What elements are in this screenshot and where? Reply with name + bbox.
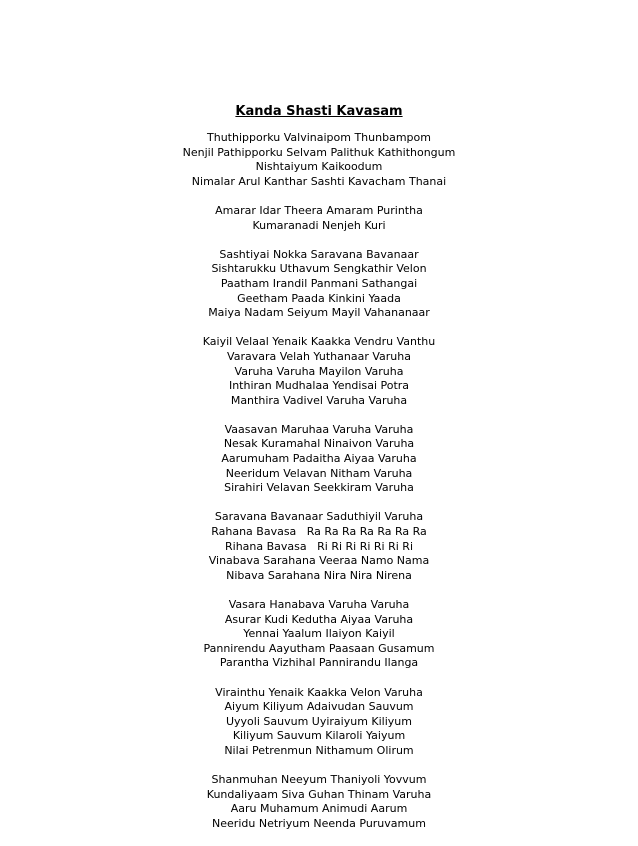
verse-line: Vaasavan Maruhaa Varuha Varuha [224,422,414,436]
stanza [0,773,638,831]
verse-line: Parantha Vizhihal Pannirandu Ilanga [219,656,419,670]
verse-line: Kaiyil Velaal Yenaik Kaakka Vendru Vanthu [202,335,436,349]
stanza [0,598,638,671]
verse-line: Neeridum Velavan Nitham Varuha [225,466,413,480]
verse-line: Yennai Yaalum Ilaiyon Kaiyil [243,627,395,641]
verse-line: Nilai Petrenmun Nithamum Olirum [224,743,414,757]
stanza [0,131,638,189]
stanza [0,686,638,759]
verse-line: Nishtaiyum Kaikoodum [255,160,383,174]
verse-line: Amarar Idar Theera Amaram Purintha [215,203,423,217]
verse-line: Kiliyum Sauvum Kilaroli Yaiyum [232,729,406,743]
verse-line: Nesak Kuramahal Ninaivon Varuha [223,437,415,451]
verse-line: Vinabava Sarahana Veeraa Namo Nama [208,554,430,568]
verse-line: Aarumuham Padaitha Aiyaa Varuha [221,452,417,466]
verse-line: Paatham Irandil Panmani Sathangai [220,276,418,290]
verse-line: Shanmuhan Neeyum Thaniyoli Yovvum [211,773,427,787]
document-body [0,131,638,846]
verse-line: Thuthipporku Valvinaipom Thunbampom [207,131,431,144]
verse-line: Virainthu Yenaik Kaakka Velon Varuha [215,685,423,699]
verse-line: Uyyoli Sauvum Uyiraiyum Kiliyum [225,714,412,728]
verse-line: Varuha Varuha Mayilon Varuha [234,364,404,378]
verse-line: Nimalar Arul Kanthar Sashti Kavacham Thanai [191,174,447,188]
verse-line: Kundaliyaam Siva Guhan Thinam Varuha [206,787,432,801]
verse-line: Saravana Bavanaar Saduthiyil Varuha [214,510,424,524]
verse-line: Inthiran Mudhalaa Yendisai Potra [228,379,410,393]
stanza [0,423,638,496]
verse-line: Manthira Vadivel Varuha Varuha [230,393,408,407]
verse-line: Maiya Nadam Seiyum Mayil Vahananaar [208,306,430,320]
verse-line: Nibava Sarahana Nira Nira Nirena [226,568,412,582]
verse-line: Kumaranadi Nenjeh Kuri [252,218,386,232]
stanza [0,248,638,321]
verse-line: Nenjil Pathipporku Selvam Palithuk Kathithongum [182,145,456,159]
verse-line: Sirahiri Velavan Seekkiram Varuha [224,481,414,495]
verse-line: Aaru Muhamum Animudi Aarum [230,802,408,816]
verse-line: Rahana Bavasa Ra Ra Ra Ra Ra Ra Ra [211,525,427,539]
verse-line: Pannirendu Aayutham Paasaan Gusamum [203,641,435,655]
verse-line: Sashtiyai Nokka Saravana Bavanaar [219,247,419,261]
verse-line: Aiyum Kiliyum Adaivudan Sauvum [224,700,414,714]
verse-line: Sishtarukku Uthavum Sengkathir Velon [211,262,427,276]
stanza [0,204,638,233]
verse-line: Varavara Velah Yuthanaar Varuha [227,349,411,363]
stanza [0,335,638,408]
verse-line: Neeridu Netriyum Neenda Puruvamum [212,816,426,830]
verse-line: Geetham Paada Kinkini Yaada [237,291,401,305]
stanza [0,510,638,583]
verse-line: Vasara Hanabava Varuha Varuha [228,598,410,611]
document-title: Kanda Shasti Kavasam [235,104,403,119]
verse-line: Rihana Bavasa Ri Ri Ri Ri Ri Ri Ri [225,539,413,553]
verse-line: Asurar Kudi Kedutha Aiyaa Varuha [224,612,414,626]
